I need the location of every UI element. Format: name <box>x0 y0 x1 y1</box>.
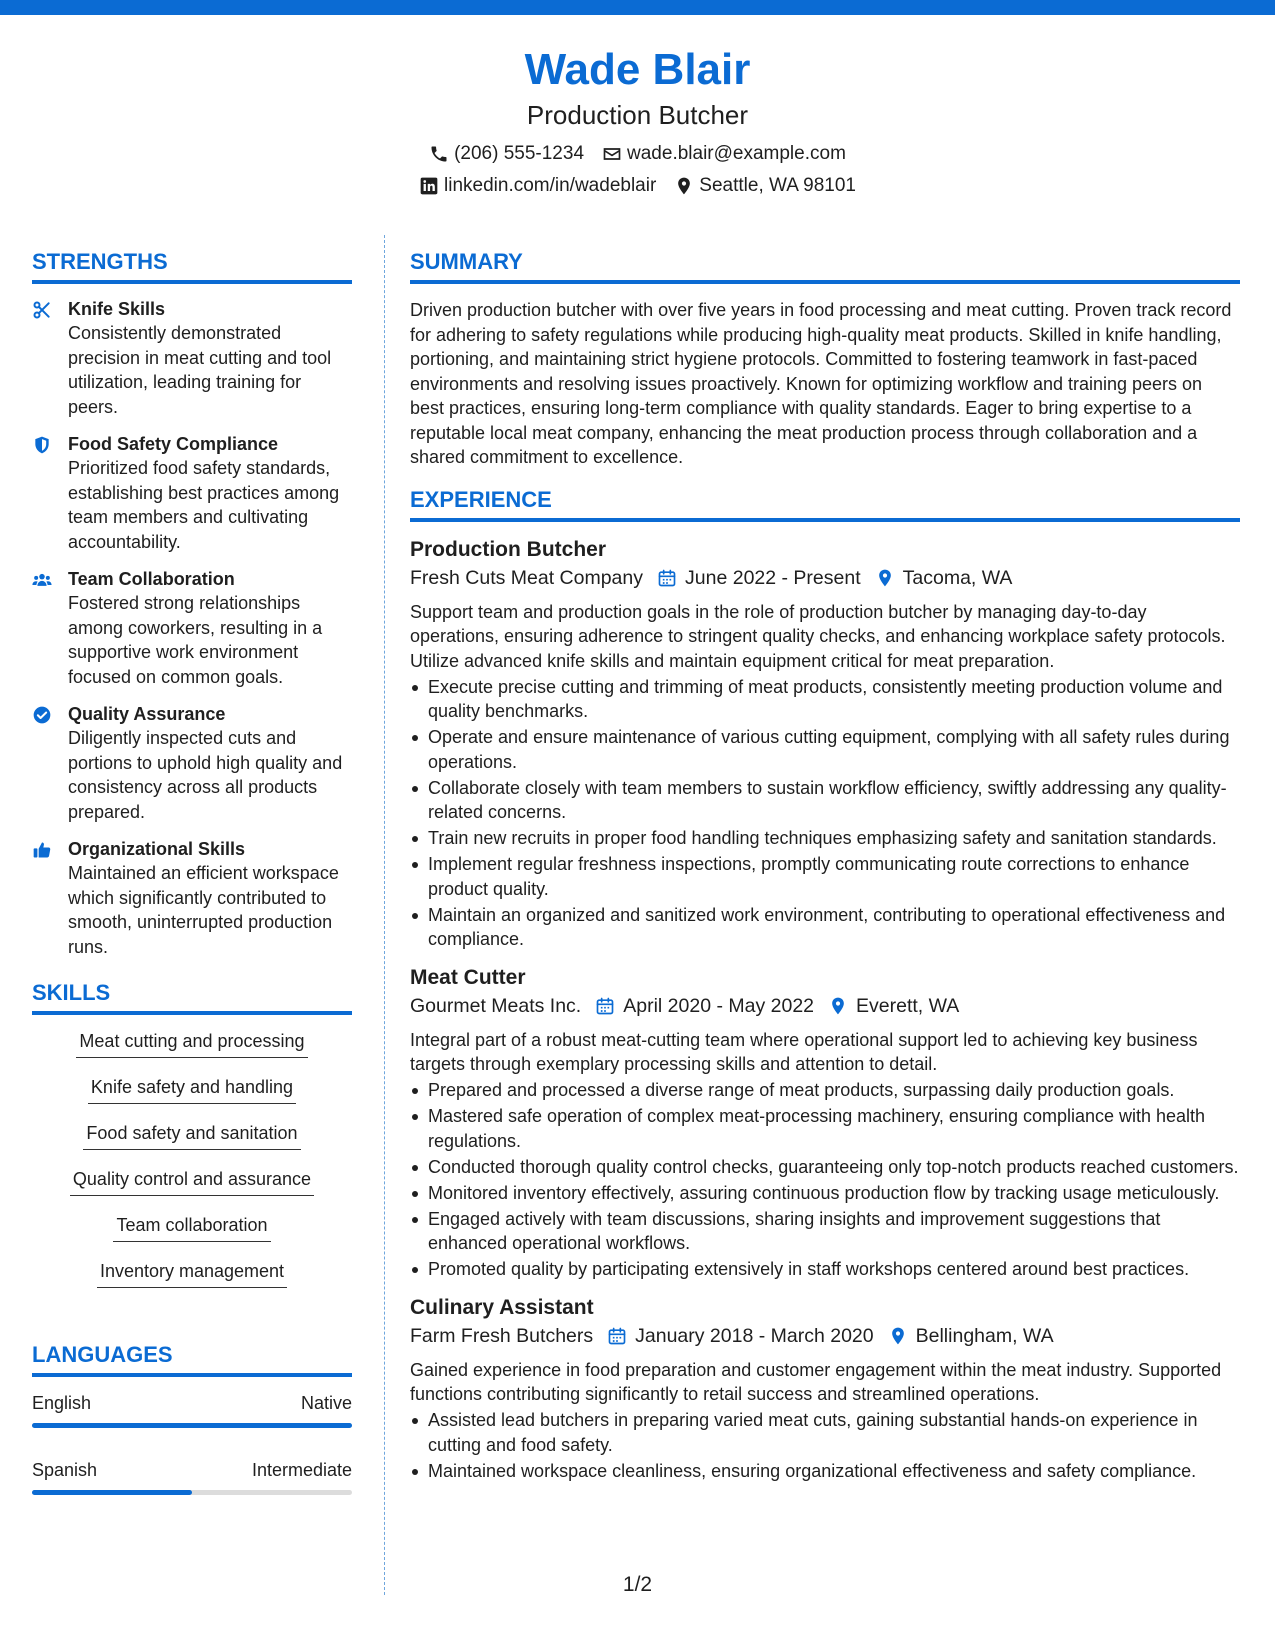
skill-item: Knife safety and handling <box>88 1075 296 1104</box>
linkedin-icon <box>419 176 439 196</box>
right-column <box>410 248 1240 1495</box>
strength-desc: Maintained an efficient workspace which significantly contributed to smooth, uninterrupted production runs. <box>68 863 339 957</box>
job-bullet: Execute precise cutting and trimming of meat products, consistently meeting production volume and quality benchmarks. <box>410 675 1240 724</box>
candidate-name: Wade Blair <box>524 45 751 94</box>
contact-email[interactable] <box>602 142 846 166</box>
job-bullet: Prepared and processed a diverse range of meat products, surpassing daily production goals. <box>410 1078 1240 1103</box>
job-bullet: Engaged actively with team discussions, sharing insights and improvement suggestions that enhanced operational workflows. <box>410 1207 1240 1256</box>
skills-heading: SKILLS <box>32 979 352 1015</box>
users-icon <box>32 570 52 590</box>
job-dates: April 2020 - May 2022 <box>623 994 815 1017</box>
linkedin-text: linkedin.com/in/wadeblair <box>444 175 657 196</box>
thumbs-up-icon <box>32 840 52 860</box>
shield-icon <box>32 435 52 455</box>
map-pin-icon <box>828 996 848 1016</box>
check-circle-icon <box>32 705 52 725</box>
candidate-role: Production Butcher <box>526 100 749 130</box>
experience-list <box>410 536 1240 1484</box>
job-description: Integral part of a robust meat-cutting team where operational support led to achieving key business targets through exemplary processing skills and attention to detail. <box>410 1029 1198 1074</box>
calendar-icon <box>607 1326 627 1346</box>
job-location: Tacoma, WA <box>902 566 1013 589</box>
envelope-icon <box>602 144 622 164</box>
strength-title: Organizational Skills <box>68 839 246 859</box>
strengths-heading: STRENGTHS <box>32 248 352 284</box>
strength-item <box>32 703 352 824</box>
job-dates: January 2018 - March 2020 <box>635 1324 874 1347</box>
strength-desc: Fostered strong relationships among coworkers, resulting in a supportive work environment focused on common goals. <box>68 593 323 687</box>
top-accent-bar <box>0 0 1275 15</box>
skill-item: Inventory management <box>97 1259 287 1288</box>
job-location: Bellingham, WA <box>915 1324 1054 1347</box>
resume-header <box>0 42 1275 198</box>
map-pin-icon <box>888 1326 908 1346</box>
job-entry <box>410 1294 1240 1484</box>
strength-title: Team Collaboration <box>68 569 235 589</box>
job-description: Gained experience in food preparation and customer engagement within the meat industry. Supported functions contributing significantly to retail success and streamlined operations. <box>410 1359 1222 1404</box>
language-item <box>32 1391 352 1428</box>
job-dates: June 2022 - Present <box>685 566 861 589</box>
job-bullet: Promoted quality by participating extensively in staff workshops centered around best practices. <box>410 1257 1240 1282</box>
languages-heading: LANGUAGES <box>32 1341 352 1377</box>
job-title: Culinary Assistant <box>410 1295 594 1319</box>
language-item <box>32 1458 352 1495</box>
job-bullet: Implement regular freshness inspections, promptly communicating route corrections to enhance product quality. <box>410 852 1240 901</box>
job-bullets <box>410 675 1240 952</box>
job-company: Gourmet Meats Inc. <box>410 994 582 1017</box>
job-title: Production Butcher <box>410 537 607 561</box>
skill-item: Food safety and sanitation <box>83 1121 300 1150</box>
job-bullets <box>410 1408 1240 1483</box>
strength-desc: Diligently inspected cuts and portions to uphold high quality and consistency across all products prepared. <box>68 728 343 822</box>
skill-item: Team collaboration <box>113 1213 270 1242</box>
skills-list <box>32 1029 352 1305</box>
phone-icon <box>429 144 449 164</box>
calendar-icon <box>657 568 677 588</box>
map-pin-icon <box>674 176 694 196</box>
experience-heading: EXPERIENCE <box>410 486 1240 522</box>
job-bullet: Maintain an organized and sanitized work environment, contributing to operational effectiveness and compliance. <box>410 903 1240 952</box>
language-level: Intermediate <box>251 1460 352 1480</box>
job-bullet: Assisted lead butchers in preparing varied meat cuts, gaining substantial hands-on experience in cutting and food safety. <box>410 1408 1240 1457</box>
job-bullet: Mastered safe operation of complex meat-processing machinery, ensuring compliance with health regulations. <box>410 1104 1240 1153</box>
language-name: Spanish <box>32 1460 98 1480</box>
strength-title: Knife Skills <box>68 299 166 319</box>
strength-title: Food Safety Compliance <box>68 434 279 454</box>
contact-phone[interactable] <box>429 142 584 166</box>
job-title: Meat Cutter <box>410 965 526 989</box>
strength-title: Quality Assurance <box>68 704 226 724</box>
page-number: 1/2 <box>622 1573 653 1596</box>
job-entry <box>410 964 1240 1282</box>
job-location: Everett, WA <box>856 994 960 1017</box>
job-bullet: Operate and ensure maintenance of various cutting equipment, complying with all safety rules during operations. <box>410 725 1240 774</box>
strength-desc: Consistently demonstrated precision in meat cutting and tool utilization, leading training for peers. <box>68 323 332 417</box>
phone-text: (206) 555-1234 <box>454 143 585 164</box>
job-bullet: Maintained workspace cleanliness, ensuring organizational effectiveness and safety compliance. <box>410 1459 1240 1484</box>
job-company: Fresh Cuts Meat Company <box>410 566 644 589</box>
map-pin-icon <box>875 568 895 588</box>
job-bullet: Train new recruits in proper food handling techniques emphasizing safety and sanitation standards. <box>410 826 1240 851</box>
job-company: Farm Fresh Butchers <box>410 1324 594 1347</box>
summary-text: Driven production butcher with over five years in food processing and meat cutting. Proven track record for adhering to safety regulations while producing high-quality meat products. Skilled in knife handling, portioning, and maintaining strict hygiene protocols. Committed to fostering teamwork in fast-paced environments and resolving issues proactively. Known for optimizing workflow and training peers on best practices, ensuring long-term compliance with quality standards. Eager to bring expertise to a reputable local meat company, enhancing the meat production process through collaboration and a shared commitment to excellence. <box>410 300 1232 467</box>
contact-row-1 <box>0 142 1275 166</box>
language-level: Native <box>300 1393 352 1413</box>
strength-desc: Prioritized food safety standards, establishing best practices among team members and cultivating accountability. <box>68 458 340 552</box>
strength-item <box>32 838 352 959</box>
contact-row-2 <box>0 174 1275 198</box>
skill-item: Quality control and assurance <box>70 1167 314 1196</box>
contact-linkedin[interactable] <box>419 174 656 198</box>
summary-heading: SUMMARY <box>410 248 1240 284</box>
job-meta <box>410 1322 1240 1350</box>
skill-item: Meat cutting and processing <box>76 1029 307 1058</box>
language-proficiency-fill <box>32 1490 192 1495</box>
scissors-icon <box>32 300 52 320</box>
strength-item <box>32 433 352 554</box>
language-proficiency-bar <box>32 1423 352 1428</box>
language-name: English <box>32 1393 92 1413</box>
language-proficiency-bar <box>32 1490 352 1495</box>
calendar-icon <box>595 996 615 1016</box>
language-proficiency-fill <box>32 1423 352 1428</box>
job-bullet: Collaborate closely with team members to sustain workflow efficiency, swiftly addressing any quality-related concerns. <box>410 776 1240 825</box>
job-bullet: Conducted thorough quality control checks, guaranteeing only top-notch products reached customers. <box>410 1155 1240 1180</box>
job-entry <box>410 536 1240 952</box>
email-text: wade.blair@example.com <box>627 143 846 164</box>
job-bullets <box>410 1078 1240 1282</box>
left-column <box>32 248 352 1525</box>
column-divider <box>384 235 385 1595</box>
job-meta <box>410 564 1240 592</box>
job-description: Support team and production goals in the role of production butcher by managing day-to-day operations, ensuring adherence to stringent quality checks, and enhancing workplace safety protocols. Utilize advanced knife skills and maintain equipment critical for meat preparation. <box>410 601 1226 671</box>
job-bullet: Monitored inventory effectively, assuring continuous production flow by tracking usage meticulously. <box>410 1181 1240 1206</box>
location-text: Seattle, WA 98101 <box>699 175 856 196</box>
strength-item <box>32 568 352 689</box>
strength-item <box>32 298 352 419</box>
job-meta <box>410 992 1240 1020</box>
contact-location <box>674 174 856 198</box>
